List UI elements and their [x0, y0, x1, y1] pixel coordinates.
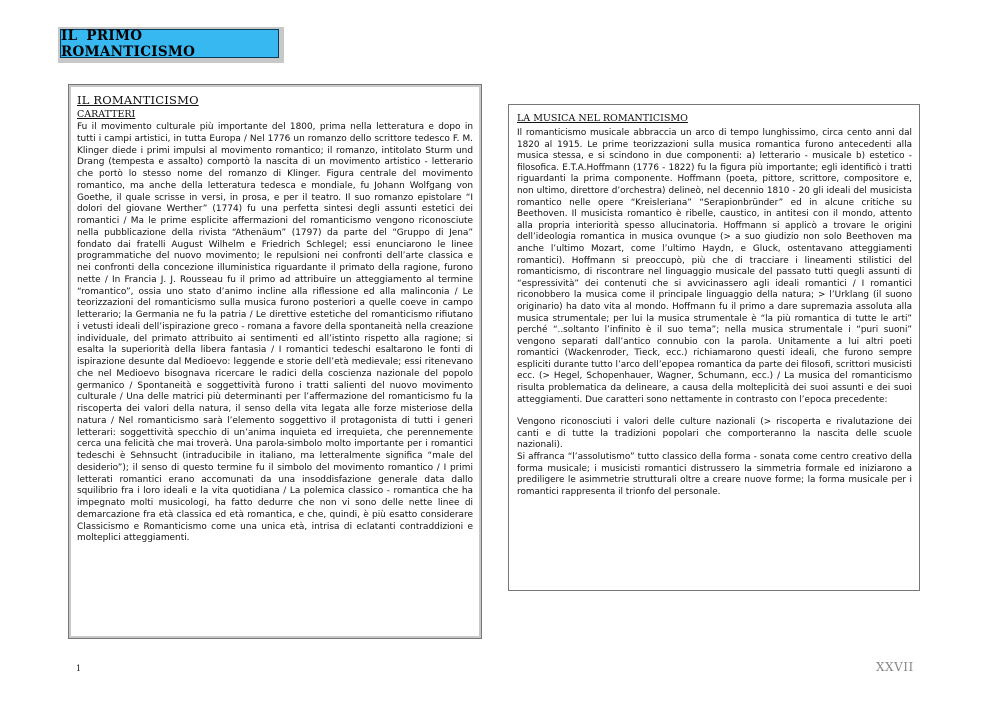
paragraph-spacer — [517, 406, 912, 417]
romanticismo-text: Fu il movimento culturale più importante del 1800, prima nella letteratura e dopo in tutti i campi artistici, in tutta Europa / Nel 1776 un romanzo dello scrittore tedesco F. M. Klinger diede i primi impulsi al movimento romantico; il romanzo, intitolato Sturm und Drang (tempesta e assalto) comportò la nascita di un movimento artistico - letterario che portò lo stesso nome del romanzo di Klinger. Figura centrale del movimento romantico, ma anche della letteratura tedesca e mondiale, fu Johann Wolfgang von Goethe, il quale scrisse in versi, in prosa, e per il teatro. Il suo romanzo epistolare “I dolori del giovane Werther” (1774) fu una perfetta sintesi degli assunti estetici dei romantici / Ma le prime esplicite affermazioni del romanticismo vengono riconosciute nella pubblicazione della rivista “Athenäum” (1797) da parte del “Gruppo di Jena” fondato dai fratelli August Wilhelm e Friedrich Schlegel; essi enunciarono le linee programmatiche del nuovo movimento; le repulsioni nei confronti dell’arte classica e nei confronti della concezione illuministica riguardante il primato della ragione, furono nette / In Francia J. J. Rousseau fu il primo ad attribuire un atteggiamento al termine “romantico”, ossia uno stato d’animo incline alla riflessione ed alla malinconia / Le teorizzazioni del romanticismo sulla musica furono posteriori a quelle coeve in campo letterario; la Germania ne fu la patria / Le direttive estetiche del romanticismo rifiutano i vetusti ideali dell’ispirazione greco - romana a favore della spontaneità nella creazione individuale, del primato attribuito ai sentimenti ed all’istinto rispetto alla ragione; si esalta la superiorità della libera fantasia / I romantici tedeschi esaltarono le fonti di ispirazione desunte dal Medioevo: leggende e storie dell’età medievale; essi ritenevano che nel Medioevo bisognava ricercare le radici della coscienza nazionale del popolo germanico / Spontaneità e soggettività furono i tratti salienti del nuovo movimento culturale / Una delle matrici più determinanti per l’affermazione del romanticismo fu la riscoperta dei valori della natura, il senso della vita legata alle forze misteriose della natura / Nel romanticismo sarà l’elemento soggettivo il protagonista di tutti i generi letterari: soggettività specchio di un’anima inquieta ed irrequieta, che perennemente cerca una felicità che mai troverà. Una parola-simbolo molto importante per i romantici tedeschi è Sehnsucht (intraducibile in italiano, ma letteralmente significa “male del desiderio”); il senso di questo termine fu il simbolo del movimento romantico / I primi letterati romantici erano accomunati da una insoddisfazione generale data dallo squilibrio fra i loro ideali e la vita quotidiana / La polemica classico - romantica che ha impegnato molti musicologi, ha fatto dedurre che non vi sono delle nette linee di demarcazione fra età classica ed età romantica, e che, quindi, è più esatto considerare Classicismo e Romanticismo come una unica età, intrisa di eclatanti contraddizioni e molteplici atteggiamenti. — [77, 122, 473, 544]
romanticismo-panel — [68, 84, 482, 639]
section-subheading: CARATTERI — [77, 109, 136, 120]
musica-paragraph-2: Vengono riconosciuti i valori delle culture nazionali (> riscoperta e rivalutazione dei canti e di tutte la tradizioni popolari che comporteranno la nascita delle scuole nazionali). — [517, 417, 912, 451]
section-heading: IL ROMANTICISMO — [77, 93, 199, 107]
page-number: 1 — [76, 664, 82, 673]
roman-numeral: XXVII — [876, 660, 914, 674]
musica-panel — [508, 104, 920, 591]
page-title: IL PRIMO ROMANTICISMO — [60, 29, 279, 58]
title-banner — [58, 27, 284, 63]
musica-heading: LA MUSICA NEL ROMANTICISMO — [517, 113, 688, 124]
musica-paragraph-3: Si affranca “l’assolutismo” tutto classico della forma - sonata come centro creativo della forma musicale; i musicisti romantici distrussero la simmetria formale ed iniziarono a prediligere le asimmetrie strutturali oltre a creare nuove forme; la forma musicale per i romantici rappresenta il trionfo del personale. — [517, 452, 912, 497]
musica-paragraph-1: Il romanticismo musicale abbraccia un arco di tempo lunghissimo, circa cento anni dal 1820 al 1915. Le prime teorizzazioni sulla musica romantica furono antecedenti alla musica stessa, e si scindono in due componenti: a) letterario - musicale b) estetico - filosofica. E.T.A.Hoffmann (1776 - 1822) fu la figura più importante; egli identificò i tratti riguardanti la prima componente. Hoffmann (poeta, pittore, scrittore, compositore e, non ultimo, direttore d’orchestra) delineò, nel decennio 1810 - 20 gli ideali del musicista romantico nelle opere “Kreisleriana” “Serapionbründer” ed in alcune critiche su Beethoven. Il musicista romantico è ribelle, caustico, in antitesi con il mondo, attento alla propria interiorità spesso allucinatoria. Hoffmann si applicò a trovare le origini dell’ideologia romantica in musica ovunque (> a suo giudizio non solo Beethoven ma anche l’ultimo Mozart, come l’ultimo Haydn, e Gluck, ostentavano atteggiamenti romantici). Hoffmann si preoccupò, più che di tracciare i lineamenti stilistici del romanticismo, di riscontrare nel linguaggio musicale del passato tutti quegli assunti di “espressività” dei contenuti che si avvicinassero agli ideali romantici / I romantici riconobbero la musica come il principale linguaggio della natura; > l’Urklang (il suono originario) ha dato vita al mondo. Hoffmann fu il primo a dare supremazia assoluta alla musica strumentale; per lui la musica strumentale è “la più romantica di tutte le arti” perché “..soltanto l’infinito è il suo tema”; nella musica strumentale i “puri suoni” vengono separati dall’antico connubio con la parola. Unitamente a lui altri poeti romantici (Wackenroder, Tieck, ecc.) richiamarono questi ideali, che furono sempre espliciti durante tutto l’arco dell’epopea romantica da parte dei filosofi, scrittori musicisti ecc. (> Hegel, Schopenhauer, Wagner, Schumann, ecc.) / La musica del romanticismo risulta problematica da delineare, a causa della molteplicità dei suoi assunti e dei suoi atteggiamenti. Due caratteri sono nettamente in contrasto con l’epoca precedente: — [517, 128, 912, 405]
